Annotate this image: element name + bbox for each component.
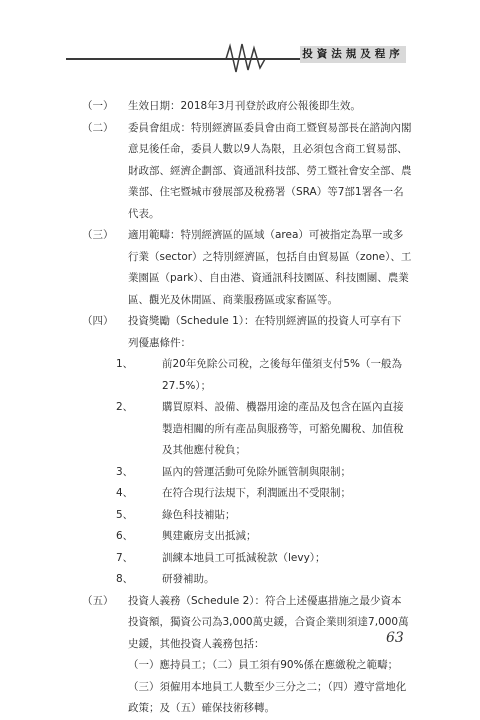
list-item-number: 6、 [116,530,134,542]
list-item-number: 4、 [116,487,134,499]
paragraph-text: 投資獎勵（Schedule 1）：在特別經濟區的投資人可享有下列優惠條件： [128,315,402,349]
list-item [82,462,412,484]
paragraph [82,311,412,354]
list-item-text: 興建廠房支出抵減； [162,530,257,542]
list-item-text: 訓練本地員工可抵減稅款（levy）； [162,551,326,564]
list-item-number: 3、 [116,465,134,478]
page-number: 63 [386,630,404,646]
header-title: 投資法規及程序 [300,46,406,63]
list-item-number: 1、 [116,358,134,370]
pulse-wave-icon [210,40,302,76]
list-item-number: 5、 [116,508,134,521]
list-item-number: 2、 [116,401,134,413]
list-item-text: 前20年免除公司稅，之後每年僅須支付5%（一般為27.5%）； [162,358,403,392]
list-item-text: 區內的營運活動可免除外匯管制與限制； [162,465,351,478]
document-body [82,96,412,720]
paragraph-text: 生效日期：2018年3月刊登於政府公報後即生效。 [128,100,361,112]
list-item-text: 綠色科技補貼； [162,508,236,521]
paragraph-number: （二） [82,121,114,134]
list-item [82,569,412,591]
paragraph-number: （四） [82,315,114,327]
paragraph-number: （五） [82,594,114,607]
list-item-text: 購買原料、設備、機器用途的產品及包含在區內直接製造相關的所有產品與服務等，可豁免關稅、加值稅及其他應付稅負； [162,401,404,456]
list-item [82,526,412,548]
paragraph-text: 投資人義務（Schedule 2）：符合上述優惠措施之最少資本投資額，獨資公司為3,000萬史鍰，合資企業則須達7,000萬史鍰，其他投資人義務包括： [128,594,409,650]
paragraph-text: 委員會組成：特別經濟區委員會由商工暨貿易部長在諮詢內閣意見後任命，委員人數以9人為限，且必須包含商工貿易部、財政部、經濟企劃部、資通訊科技部、勞工暨社會安全部、農業部、住宅暨城市發展部及稅務署（SRA）等7部1署各一名代表。 [128,121,412,220]
paragraph-number: （一） [82,100,114,112]
list-item [82,505,412,527]
paragraph-number: （三） [82,229,114,241]
list-item-number: 7、 [116,551,134,564]
list-item [82,548,412,570]
list-item-number: 8、 [116,573,134,585]
obligations-detail: （一）應持員工；（二）員工須有90%係在應繳稅之範疇；（三）須僱用本地員工人數至少三分之二；（四）遵守當地化政策；及（五）確保技術移轉。 [128,659,407,714]
paragraph [82,591,412,656]
list-item-text: 在符合現行法規下，利潤匯出不受限制； [162,487,351,499]
paragraph-text: 適用範疇：特別經濟區的區域（area）可被指定為單一或多行業（sector）之特別經濟區，包括自由貿易區（zone）、工業園區（park）、自由港、資通訊科技園區、科技園團、農業區、觀光及休閒區、商業服務區或家畜區等。 [128,229,412,306]
list-item [82,397,412,462]
list-item [82,483,412,505]
paragraph [82,118,412,226]
list-item-text: 研發補助。 [162,573,215,585]
list-item [82,354,412,397]
page-header [0,0,480,80]
paragraph [82,96,412,118]
paragraph [82,225,412,311]
